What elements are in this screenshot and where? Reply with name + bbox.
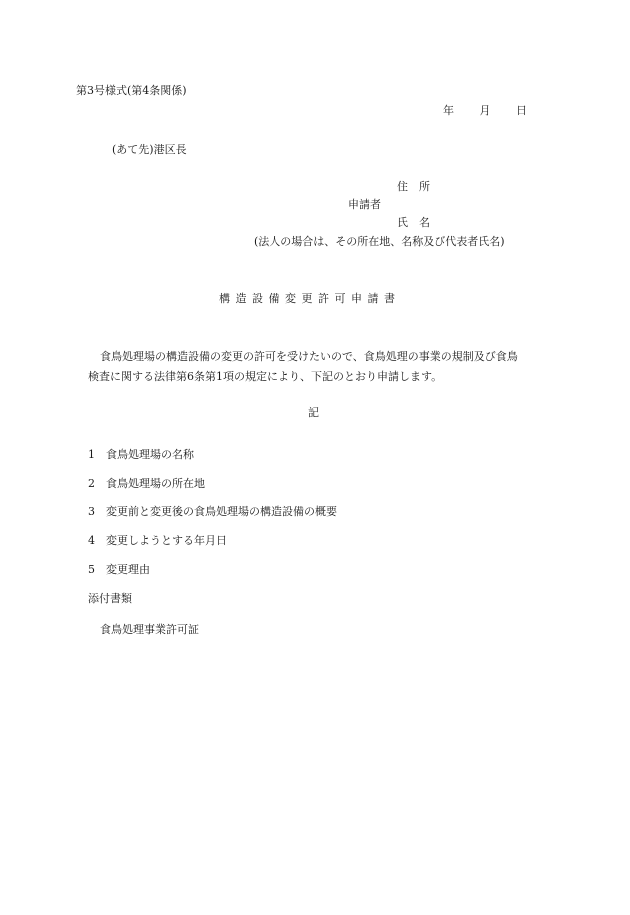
list-item	[88, 534, 227, 548]
list-item-label: 変更しようとする年月日	[106, 534, 227, 547]
attachment-item: 食鳥処理事業許可証	[100, 623, 199, 636]
list-item-label: 変更理由	[106, 563, 150, 576]
list-item	[88, 563, 150, 577]
list-item	[88, 448, 194, 462]
document-title: 構造設備変更許可申請書	[219, 292, 401, 305]
list-item-label: 変更前と変更後の食鳥処理場の構造設備の概要	[106, 505, 337, 518]
list-item-label: 食鳥処理場の所在地	[106, 477, 205, 490]
date-year-label: 年	[443, 104, 454, 117]
list-item-number: 4	[88, 534, 95, 547]
applicant-label: 申請者	[348, 198, 381, 211]
list-item	[88, 505, 337, 519]
body-line-2: 検査に関する法律第6条第1項の規定により、下記のとおり申請します。	[88, 370, 443, 383]
form-number: 第3号様式(第4条関係)	[76, 84, 187, 97]
list-item-number: 2	[88, 477, 95, 490]
date-day-label: 日	[516, 104, 527, 117]
list-item-number: 1	[88, 448, 95, 461]
ki-label: 記	[308, 406, 319, 419]
date-month-label: 月	[479, 104, 491, 117]
list-item	[88, 477, 205, 491]
address-label: 住 所	[397, 180, 430, 193]
addressee: (あて先)港区長	[112, 143, 187, 156]
list-item-number: 5	[88, 563, 95, 576]
list-item-number: 3	[88, 505, 95, 518]
body-line-1: 食鳥処理場の構造設備の変更の許可を受けたいので、食鳥処理の事業の規制及び食鳥	[100, 350, 518, 363]
attachments-label: 添付書類	[88, 592, 132, 605]
list-item-label: 食鳥処理場の名称	[106, 448, 194, 461]
corporate-note: (法人の場合は、その所在地、名称及び代表者氏名)	[254, 235, 505, 248]
name-label: 氏 名	[397, 216, 430, 229]
date-line	[443, 104, 527, 118]
